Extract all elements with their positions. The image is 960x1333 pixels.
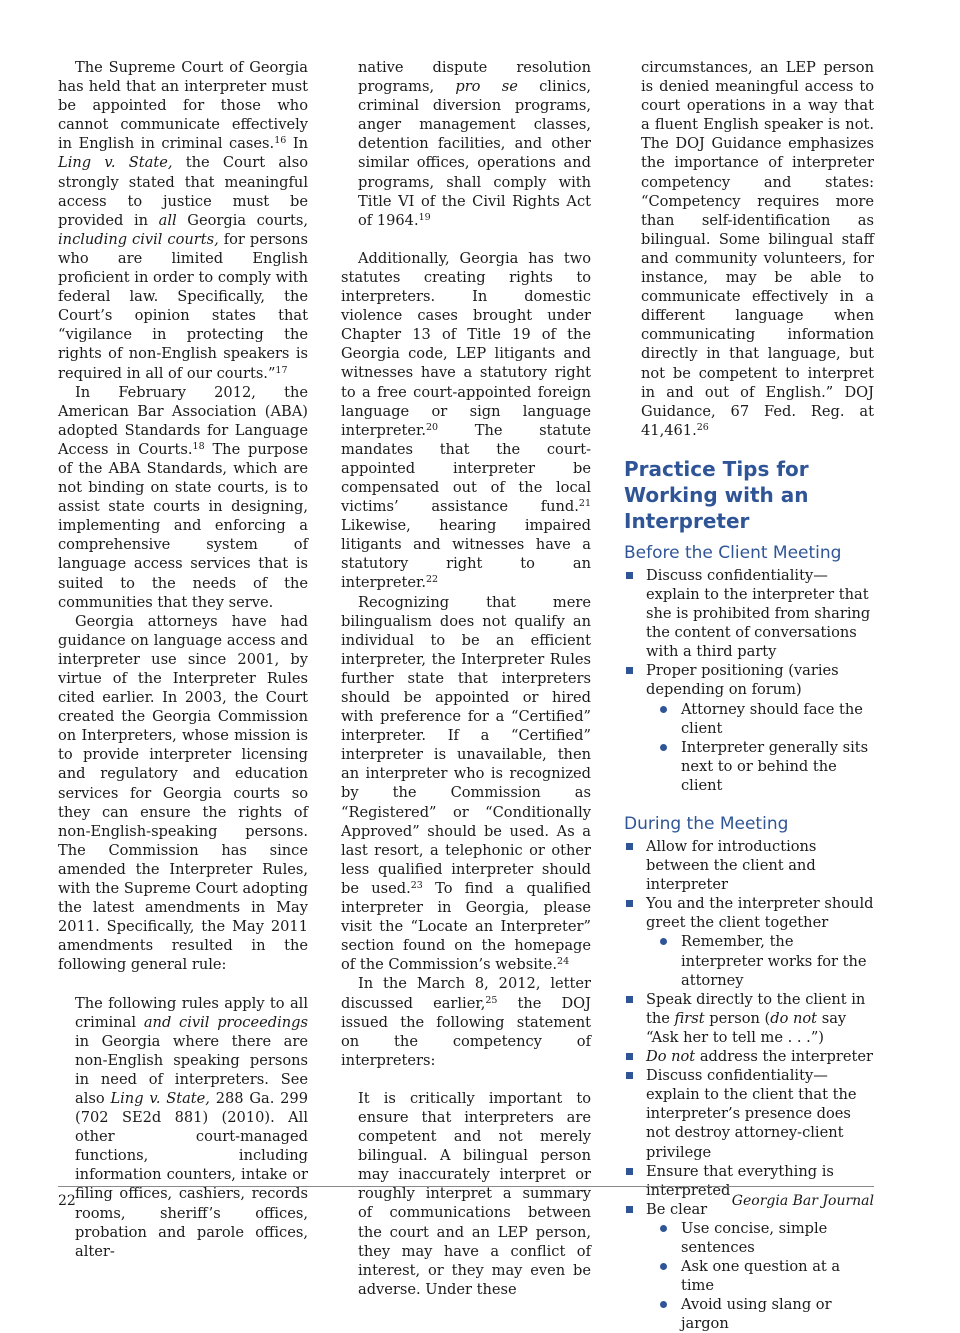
column-1 (58, 58, 308, 1261)
sub-list-item: Interpreter generally sits next to or behind the client (646, 738, 874, 795)
case-name: Ling v. State, (58, 154, 173, 172)
case-name: Ling v. State, (110, 1089, 210, 1107)
before-meeting-heading: Before the Client Meeting (624, 542, 842, 563)
footnote-ref: 19 (418, 211, 431, 223)
sub-list-item: Attorney should face the client (646, 700, 874, 738)
practice-tips-heading: Practice Tips for Working with an Interpreter (624, 456, 809, 533)
block-quote-doj-continued: circumstances, an LEP person is denied meaningful access to court operations in a way that a fluent English speaker is not. The DOJ Guidance emphasizes the importance of interpreter competency and states: “Competency requires more than self-identification as bilingual. Some bilingual staff and community volunteers, for instance, may be able to communicate effectively in a different language when communicating information directly in that language, but not be competent to interpret in and out of English.” DOJ Guidance, 67 Fed. Reg. at 41,461.26 (641, 59, 874, 439)
footnote-ref: 20 (426, 421, 439, 433)
sub-list (646, 1219, 874, 1333)
before-meeting-list (624, 566, 874, 795)
footnote-ref: 18 (192, 440, 205, 452)
paragraph-georgia-attorneys: Georgia attorneys have had guidance on language access and interpreter use since 2001, by virtue of the Interpreter Rules cited earlier. In 2003, the Court created the Georgia Commission on Interpreters, whose mission is to provide interpreter licensing and regulatory and education services for Georgia courts so they can ensure the rights of non-English-speaking persons. The Commission has since amended the Interpreter Rules, with the Supreme Court adopting the latest amendments in May 2011. Specifically, the May 2011 amendments resulted in the following general rule: (58, 612, 308, 974)
sub-list (646, 700, 874, 795)
footnote-ref: 21 (578, 498, 591, 510)
list-item: Proper positioning (varies depending on forum) Attorney should face the client Interpreter generally sits next to or behind the client (624, 661, 874, 795)
footnote-ref: 22 (426, 574, 439, 586)
paragraph-bilingualism: Recognizing that mere bilingualism does not qualify an individual to be an efficient interpreter, the Interpreter Rules further state that interpreters should be appointed or hired with preference for a “Certified” interpreter. If a “Certified” interpreter is unavailable, then an interpreter who is recognized by the Commission as “Registered” or “Conditionally Approved” should be used. As a last resort, a telephonic or other less qualified interpreter should be used.$^{23}$ To find a qualified interpreter in Georgia, please visit the “Locate an Interpreter” section found on the homepage of the Commission’s website.$^{24}$ (341, 593, 592, 974)
block-quote-doj: It is critically important to ensure that interpreters are competent and not merely bilingual. A bilingual person may inaccurately interpret or roughly interpret a summary of communications between the court and an LEP person, they may have a conflict of interest, or they may even be adverse. Under these (358, 1089, 591, 1298)
list-item: Discuss confidentiality—explain to the interpreter that she is prohibited from sharing the content of conversations with a third party (624, 566, 874, 661)
list-item: Do not address the interpreter (624, 1047, 874, 1066)
sub-list-item: Remember, the interpreter works for the attorney (646, 932, 874, 989)
paragraph-aba-standards: In February 2012, the American Bar Association (ABA) adopted Standards for Language Access in Courts.$^{18}$ The purpose of the ABA Standards, which are not binding on state courts, is to assist state courts in designing, implementing and enforcing a comprehensive system of language access services that is suited to the needs of the communities that they serve. (58, 383, 308, 611)
paragraph-statutes: Additionally, Georgia has two statutes creating rights to interpreters. In domestic violence cases brought under Chapter 13 of Title 19 of the Georgia code, LEP litigants and witnesses have a statutory right to a free court-appointed foreign language or sign language interpreter.$^{20}$ The statute mandates that the court-appointed interpreter be compensated out of the local victims’ assistance fund.$^{21}$ Likewise, hearing impaired litigants and witnesses have a statutory right to an interpreter.$^{22}$ (341, 249, 591, 592)
footnote-ref: 17 (275, 364, 288, 376)
during-meeting-heading: During the Meeting (624, 814, 789, 834)
sub-list-item: Avoid using slang or jargon (646, 1295, 874, 1333)
journal-title: Georgia Bar Journal (731, 1193, 874, 1209)
footer-divider (58, 1186, 874, 1187)
block-quote-rules-continued: native dispute resolution programs, pro se clinics, criminal diversion programs, anger management classes, detention facilities, and other similar offices, operations and programs, shall comply with Title VI of the Civil Rights Act of 1964.19 (358, 59, 591, 229)
footnote-ref: 26 (696, 421, 709, 433)
column-2 (341, 58, 591, 1299)
footnote-ref: 23 (410, 879, 423, 891)
footnote-ref: 24 (557, 956, 570, 968)
list-item: Discuss confidentiality—explain to the client that the interpreter’s presence does not destroy attorney-client privilege (624, 1066, 874, 1161)
list-item: You and the interpreter should greet the client together Remember, the interpreter works for the attorney (624, 894, 874, 989)
during-meeting-list (624, 837, 874, 1333)
page-number: 22 (58, 1193, 76, 1209)
footnote-ref: 25 (485, 994, 498, 1006)
sub-list-item: Use concise, simple sentences (646, 1219, 874, 1257)
list-item: Ensure that everything is interpreted (624, 1162, 874, 1200)
list-item: Be clear Use concise, simple sentences Ask one question at a time Avoid using slang or jargon (624, 1200, 874, 1333)
paragraph-doj-letter: In the March 8, 2012, letter discussed earlier,$^{25}$ the DOJ issued the following statement on the competency of interpreters: (341, 975, 591, 1069)
list-item: Allow for introductions between the client and interpreter (624, 837, 874, 894)
sub-list (646, 932, 874, 989)
list-item: Speak directly to the client in the first person (do not say “Ask her to tell me . . .”) (624, 990, 874, 1047)
sub-list-item: Ask one question at a time (646, 1257, 874, 1295)
block-quote-rules: The following rules apply to all criminal and civil proceedings in Georgia where there are non-English speaking persons in need of interpreters. See also Ling v. State, 288 Ga. 299 (702 SE2d 881) (2010). All other court-managed functions, including information counters, intake or filing offices, cashiers, records rooms, sheriff’s offices, probation and parole offices, alter- (75, 994, 308, 1260)
column-3 (624, 58, 874, 1333)
paragraph-supreme-court: The Supreme Court of Georgia has held that an interpreter must be appointed for those who cannot communicate effectively in English in criminal cases.$^{16}$ In Ling v. State, the Court also strongly stated that meaningful access to justice must be provided in all Georgia courts, including civil courts, for persons who are limited English proficient in order to comply with federal law. Specifically, the Court’s opinion states that “vigilance in protecting the rights of non-English speakers is required in all of our courts.”$^{17}$ (58, 59, 309, 382)
footnote-ref: 16 (274, 135, 287, 147)
